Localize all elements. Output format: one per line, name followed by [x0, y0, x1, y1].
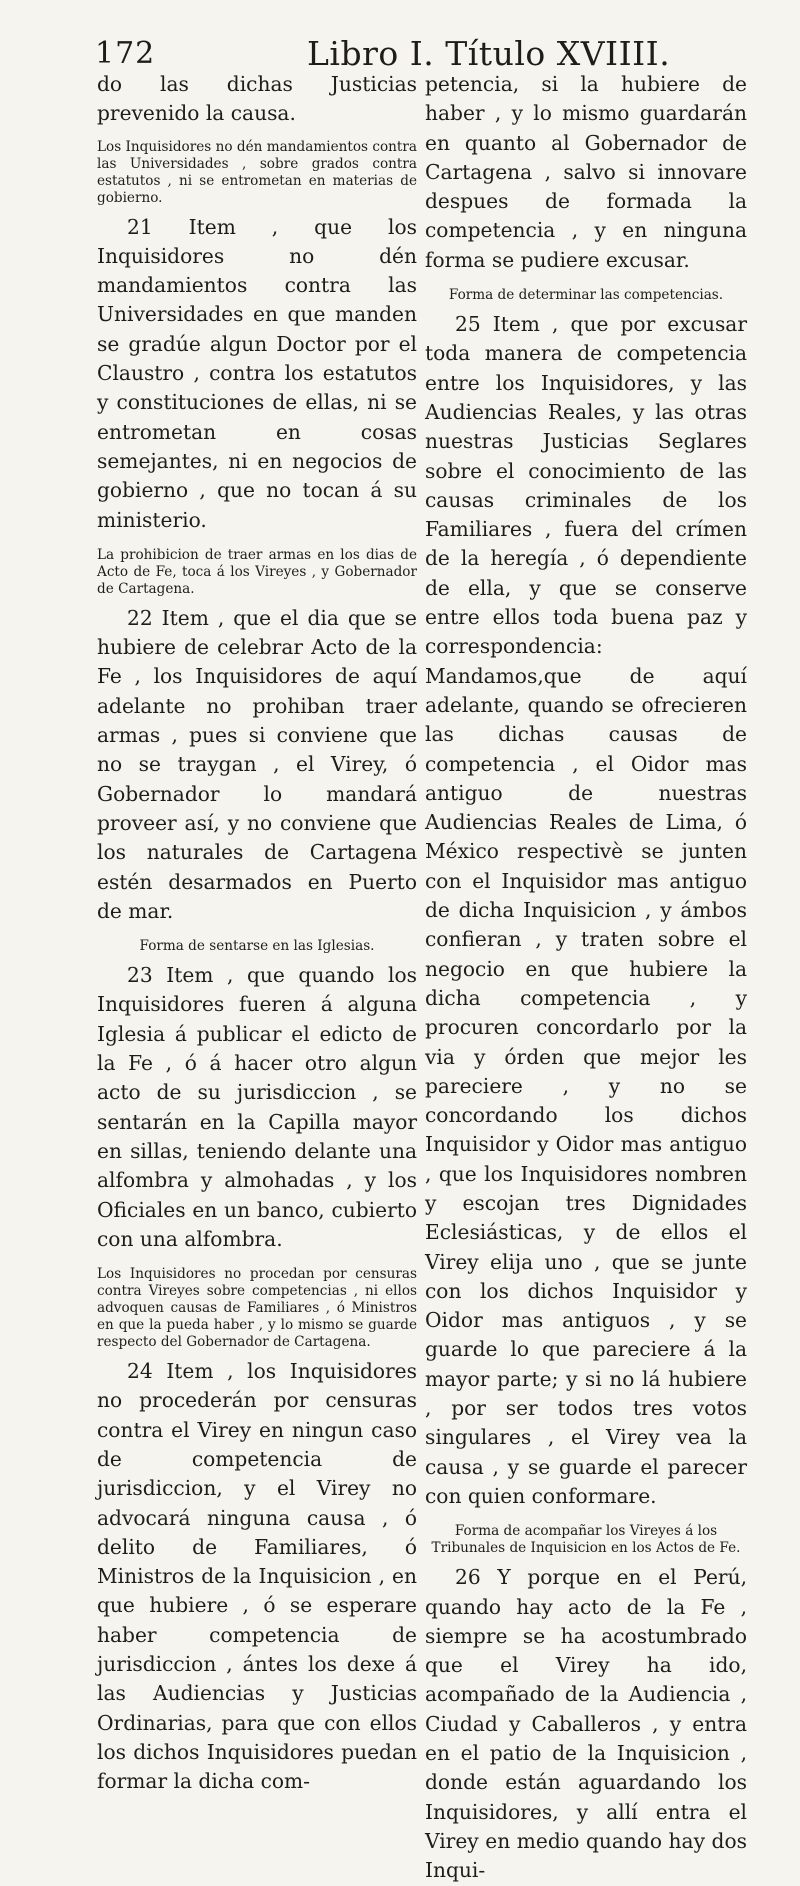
- marginal-summary-26: Forma de acompañar los Vireyes á los Tribunales de Inquisicion en los Actos de Fe.: [431, 1523, 741, 1557]
- law-paragraph-21: 21 Item , que los Inquisidores no dén mandamientos contra las Universidades en que manden se gradúe algun Doctor por el Claustro , contra los estatutos y constituciones de ellas, ni se entrometan en cosas semejantes, ni en negocios de gobierno , que no tocan á su ministerio.: [97, 214, 417, 532]
- law-paragraph-26: 26 Y porque en el Perú, quando hay acto de la Fe , siempre se ha acostumbrado que el Virey ha ido, acompañado de la Audiencia , Ciudad y Caballeros , y entra en el patio de la Inquisicion , donde están aguardando los Inquisidores, y allí entra el Virey en medio quando hay dos Inqui-: [425, 1565, 747, 1883]
- left-column: [97, 70, 417, 1797]
- running-title: Libro I. Título XVIIII.: [307, 34, 671, 73]
- continuation-text: petencia, si la hubiere de haber , y lo mismo guardarán en quanto al Gobernador de Cartagena , salvo si innovare despues de formada la competencia , y en ninguna forma se pudiere excusar.: [425, 72, 747, 272]
- page-number: 172: [95, 36, 156, 71]
- continuation-text: do las dichas Justicias prevenido la causa.: [97, 72, 417, 126]
- page-header: [95, 32, 735, 72]
- marginal-summary-22: La prohibicion de traer armas en los dias de Acto de Fe, toca á los Vireyes , y Gobernador de Cartagena.: [97, 546, 417, 597]
- law-paragraph-25: 25 Item , que por excusar toda manera de competencia entre los Inquisidores, y las Audiencias Reales, y las otras nuestras Justicias Seglares sobre el conocimiento de las causas criminales de los Familiares , fuera del crímen de la heregía , ó dependiente de ella, y que se conserve entre ellos toda buena paz y correspondencia: Mandamos,que de aquí adelante, quando se ofrecieren las dichas causas de competencia , el Oidor mas antiguo de nuestras Audiencias Reales de Lima, ó México respectivè se junten con el Inquisidor mas antiguo de dicha Inquisicion , y ámbos confieran , y traten sobre el negocio en que hubiere la dicha competencia , y procuren concordarlo por la via y órden que mejor les pareciere , y no se concordando los dichos Inquisidor y Oidor mas antiguo , que los Inquisidores nombren y escojan tres Dignidades Eclesiásticas, y de ellos el Virey elija uno , que se junte con los dichos Inquisidor y Oidor mas antiguos , y se guarde lo que pareciere á la mayor parte; y si no lá hubiere , por ser todos tres votos singulares , el Virey vea la causa , y se guarde el parecer con quien conformare.: [425, 312, 747, 1508]
- law-paragraph-24: 24 Item , los Inquisidores no procederán por censuras contra el Virey en ningun caso de competencia de jurisdiccion, y el Virey no advocará ninguna causa , ó delito de Familiares, ó Ministros de la Inquisicion , en que hubiere , ó se esperare haber competencia de jurisdiccion , ántes los dexe á las Audiencias y Justicias Ordinarias, para que con ellos los dichos Inquisidores puedan formar la dicha com-: [97, 1359, 417, 1794]
- marginal-summary-25: Forma de determinar las competencias.: [448, 287, 724, 304]
- law-paragraph-22: 22 Item , que el dia que se hubiere de celebrar Acto de la Fe , los Inquisidores de aquí adelante no prohiban traer armas , pues si conviene que no se traygan , el Virey, ó Gobernador lo mandará proveer así, y no conviene que los naturales de Cartagena estén desarmados en Puerto de mar.: [97, 605, 417, 923]
- marginal-summary-23: Forma de sentarse en las Iglesias.: [139, 938, 375, 955]
- law-paragraph-23: 23 Item , que quando los Inquisidores fueren á alguna Iglesia á publicar el edicto de la Fe , ó á hacer otro algun acto de su jurisdiccion , se sentarán en la Capilla mayor en sillas, teniendo delante una alfombra y almohadas , y los Oficiales en un banco, cubierto con una alfombra.: [97, 963, 417, 1251]
- right-column: [425, 70, 747, 1886]
- marginal-summary-24: Los Inquisidores no procedan por censuras contra Vireyes sobre competencias , ni ellos advoquen causas de Familiares , ó Ministros en que la pueda haber , y lo mismo se guarde respecto del Gobernador de Cartagena.: [97, 1266, 417, 1351]
- marginal-summary-21: Los Inquisidores no dén mandamientos contra las Universidades , sobre grados contra estatutos , ni se entrometan en materias de gobierno.: [97, 138, 417, 206]
